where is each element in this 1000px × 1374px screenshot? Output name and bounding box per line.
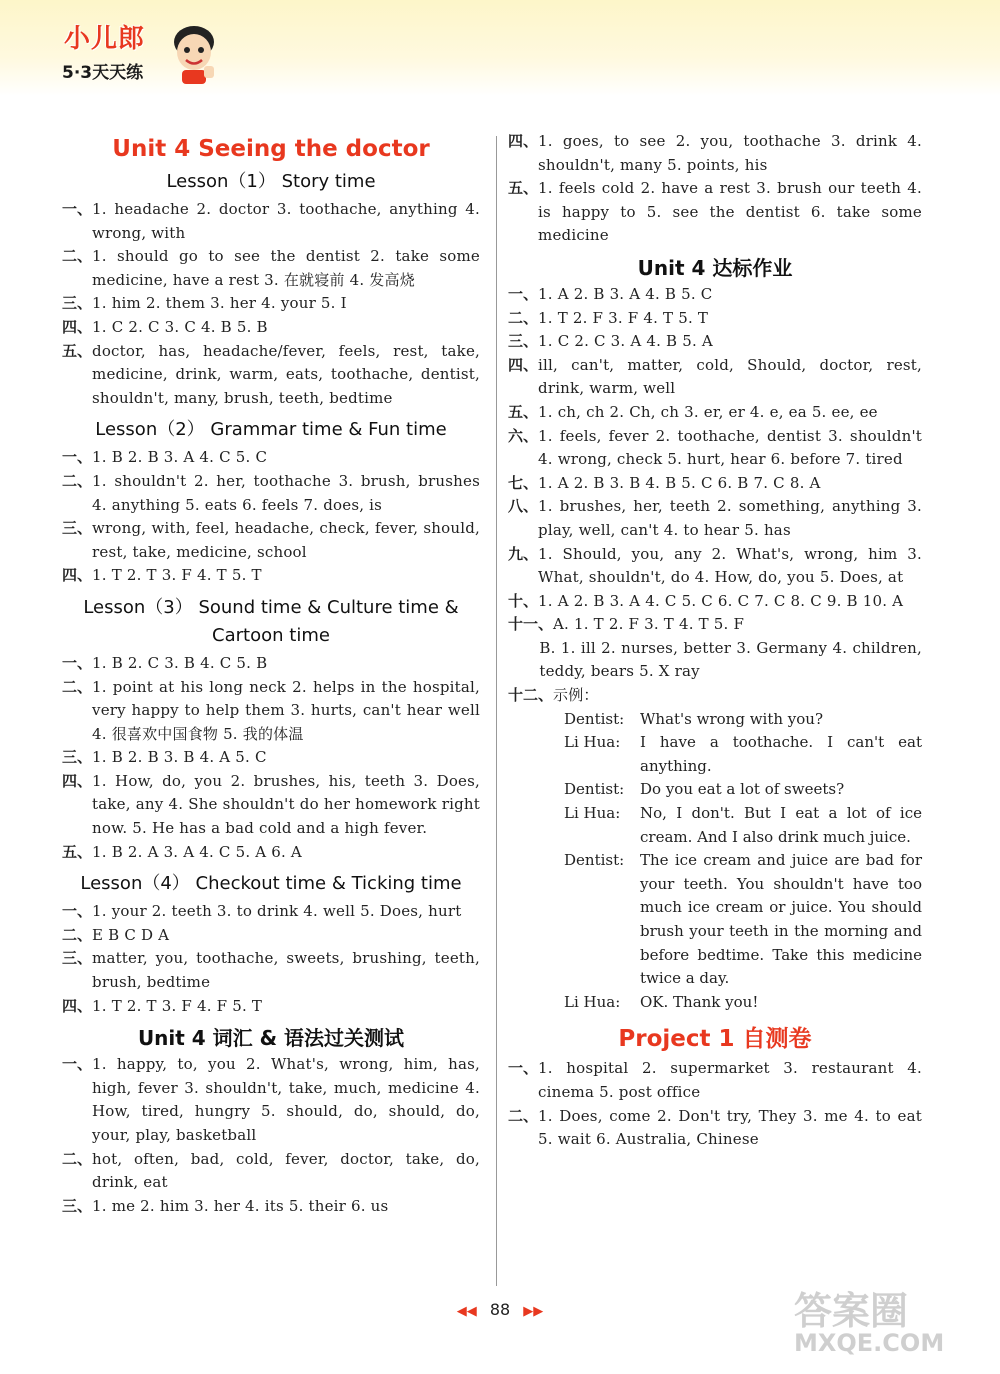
question-number: 四、 bbox=[508, 132, 539, 150]
page-number: 88 bbox=[489, 1300, 511, 1319]
question-number: 二、 bbox=[62, 471, 93, 490]
speaker: Dentist: bbox=[564, 851, 625, 870]
lesson-heading: Lesson（2） Grammar time & Fun time bbox=[95, 419, 447, 441]
answer-row bbox=[62, 770, 480, 841]
prev-arrows-icon: ◀◀ bbox=[456, 1304, 477, 1319]
question-number: 四、 bbox=[62, 317, 93, 336]
answer-row bbox=[508, 472, 922, 496]
answer-text: 1. him 2. them 3. her 4. your 5. I bbox=[92, 294, 347, 313]
question-number bbox=[508, 637, 539, 684]
answer-text: 1. point at his long neck 2. helps in the hospital, very happy to help them 3. hurts, can't hear well 4. 很喜欢中国食物 5. 我的体温 bbox=[92, 677, 480, 743]
answer-text: 1. headache 2. doctor 3. toothache, anything 4. wrong, with bbox=[92, 200, 480, 242]
answer-text: 1. T 2. T 3. F 4. F 5. T bbox=[92, 996, 263, 1015]
answer-text: 1. feels cold 2. have a rest 3. brush our teeth 4. is happy to 5. see the dentist 6. take some medicine bbox=[538, 179, 922, 245]
lesson-heading: Lesson（3） Sound time & Culture time & Cartoon time bbox=[83, 596, 459, 646]
speaker: Li Hua: bbox=[564, 804, 621, 823]
dialogue-line bbox=[508, 708, 922, 732]
answer-text: ill, can't, matter, cold, Should, doctor, rest, drink, warm, well bbox=[538, 355, 922, 398]
question-number: 三、 bbox=[62, 294, 93, 313]
left-column bbox=[62, 130, 480, 1218]
question-number: 三、 bbox=[62, 748, 93, 767]
question-number: 五、 bbox=[62, 842, 93, 861]
answer-text: B. 1. ill 2. nurses, better 3. Germany 4. children, teddy, bears 5. X ray bbox=[539, 638, 922, 681]
answer-row bbox=[508, 1057, 922, 1104]
dialogue-line bbox=[508, 849, 922, 991]
question-number: 七、 bbox=[508, 473, 539, 492]
dialogue-text: No, I don't. But I eat a lot of ice cream. And I also drink much juice. bbox=[640, 804, 922, 846]
answer-text: 1. A 2. B 3. B 4. B 5. C 6. B 7. C 8. A bbox=[538, 473, 821, 492]
answer-row bbox=[508, 637, 922, 684]
answer-row bbox=[62, 900, 480, 924]
answer-text: 1. A 2. B 3. A 4. C 5. C 6. C 7. C 8. C 9. B 10. A bbox=[538, 591, 904, 610]
unit-heading: Project 1 自测卷 bbox=[618, 1026, 812, 1053]
answer-row bbox=[508, 283, 922, 307]
dialogue-text: What's wrong with you? bbox=[640, 709, 824, 728]
question-number: 二、 bbox=[62, 247, 93, 266]
answer-row bbox=[62, 340, 480, 411]
question-number: 十二、 bbox=[508, 686, 554, 705]
answer-row bbox=[508, 684, 922, 708]
answer-row bbox=[62, 676, 480, 747]
answer-row bbox=[62, 517, 480, 564]
dialogue-line bbox=[508, 731, 922, 778]
answer-row bbox=[62, 924, 480, 948]
answer-text: 1. C 2. C 3. A 4. B 5. A bbox=[538, 332, 713, 351]
answer-text: 1. B 2. A 3. A 4. C 5. A 6. A bbox=[92, 842, 302, 861]
question-number: 二、 bbox=[62, 1149, 93, 1168]
question-number: 四、 bbox=[62, 771, 93, 790]
answer-text: 1. C 2. C 3. C 4. B 5. B bbox=[92, 317, 268, 336]
question-number: 一、 bbox=[62, 1055, 93, 1074]
question-number: 三、 bbox=[508, 332, 539, 351]
speaker: Li Hua: bbox=[564, 733, 621, 752]
question-number: 四、 bbox=[62, 566, 93, 585]
question-number: 一、 bbox=[62, 653, 93, 672]
question-number: 一、 bbox=[62, 902, 93, 921]
answer-text: 1. Does, come 2. Don't try, They 3. me 4. to eat 5. wait 6. Australia, Chinese bbox=[538, 1106, 922, 1149]
answer-row bbox=[508, 307, 922, 331]
question-number: 二、 bbox=[508, 1106, 539, 1125]
answer-text: 1. feels, fever 2. toothache, dentist 3. shouldn't 4. wrong, check 5. hurt, hear 6. before 7. tired bbox=[538, 426, 922, 469]
answer-text: doctor, has, headache/fever, feels, rest, take, medicine, drink, warm, eats, toothache, dentist, shouldn't, many, brush, teeth, bedtime bbox=[92, 341, 480, 407]
answer-text: 1. your 2. teeth 3. to drink 4. well 5. Does, hurt bbox=[92, 902, 462, 921]
answer-text: 1. goes, to see 2. you, toothache 3. drink 4. shouldn't, many 5. points, his bbox=[538, 132, 922, 174]
answer-row bbox=[508, 177, 922, 248]
question-number: 九、 bbox=[508, 544, 539, 563]
answer-text: 1. happy, to, you 2. What's, wrong, him, has, high, fever 3. shouldn't, take, much, medicine 4. How, tired, hungry 5. should, do, should, do, your, play, basketball bbox=[92, 1055, 480, 1144]
question-number: 三、 bbox=[62, 949, 93, 968]
answer-text: hot, often, bad, cold, fever, doctor, take, do, drink, eat bbox=[92, 1149, 480, 1192]
answer-row bbox=[508, 495, 922, 542]
dialogue-text: I have a toothache. I can't eat anything. bbox=[640, 733, 922, 775]
dialogue-line bbox=[508, 802, 922, 849]
question-number: 一、 bbox=[62, 448, 93, 467]
question-number: 五、 bbox=[508, 179, 539, 198]
answer-row bbox=[62, 245, 480, 292]
answer-row bbox=[62, 292, 480, 316]
answer-row bbox=[62, 316, 480, 340]
answer-row bbox=[62, 841, 480, 865]
speaker: Li Hua: bbox=[564, 992, 621, 1011]
logo bbox=[58, 14, 218, 90]
answer-text: 1. should go to see the dentist 2. take some medicine, have a rest 3. 在就寝前 4. 发高烧 bbox=[92, 247, 480, 289]
question-number: 八、 bbox=[508, 497, 539, 516]
answer-text: A. 1. T 2. F 3. T 4. T 5. F bbox=[553, 615, 745, 634]
question-number: 一、 bbox=[508, 1059, 539, 1078]
question-number: 五、 bbox=[62, 341, 93, 360]
answer-row bbox=[62, 1195, 480, 1219]
mascot-icon bbox=[166, 22, 222, 86]
answer-row bbox=[62, 446, 480, 470]
dialogue-line bbox=[508, 778, 922, 802]
question-number: 一、 bbox=[62, 200, 93, 218]
question-number: 三、 bbox=[62, 519, 93, 538]
answer-text: 示例： bbox=[553, 686, 599, 705]
column-divider bbox=[496, 136, 497, 1286]
dialogue-text: The ice cream and juice are bad for your teeth. You shouldn't have too much ice cream or juice. You should brush your teeth in the morning and before bedtime. Take this medicine twice a day. bbox=[640, 851, 922, 988]
lesson-heading: Lesson（1） Story time bbox=[166, 171, 376, 192]
question-number: 五、 bbox=[508, 402, 539, 421]
unit-heading: Unit 4 Seeing the doctor bbox=[112, 136, 430, 162]
question-number: 四、 bbox=[508, 355, 539, 374]
section-heading: Unit 4 达标作业 bbox=[637, 255, 793, 280]
answer-text: E B C D A bbox=[92, 925, 170, 944]
dialogue-text: Do you eat a lot of sweets? bbox=[640, 780, 845, 799]
question-number: 四、 bbox=[62, 996, 93, 1015]
answer-text: 1. shouldn't 2. her, toothache 3. brush, brushes 4. anything 5. eats 6. feels 7. does, is bbox=[92, 471, 480, 514]
answer-text: 1. ch, ch 2. Ch, ch 3. er, er 4. e, ea 5. ee, ee bbox=[538, 402, 878, 421]
next-arrows-icon: ▶▶ bbox=[523, 1304, 544, 1319]
question-number: 十、 bbox=[508, 591, 539, 610]
logo-subtitle: 5·3天天练 bbox=[62, 63, 144, 83]
answer-row bbox=[62, 198, 480, 245]
dialogue-line bbox=[508, 991, 922, 1015]
answer-row bbox=[62, 995, 480, 1019]
answer-row bbox=[62, 652, 480, 676]
lesson-heading: Lesson（4） Checkout time & Ticking time bbox=[80, 873, 462, 895]
watermark-title: 答案圈 bbox=[794, 1289, 909, 1333]
logo-title: 小儿郎 bbox=[64, 24, 146, 54]
answer-text: 1. me 2. him 3. her 4. its 5. their 6. us bbox=[92, 1196, 389, 1215]
answer-text: 1. B 2. B 3. A 4. C 5. C bbox=[92, 448, 268, 467]
answer-row bbox=[62, 1053, 480, 1147]
answer-row bbox=[508, 130, 922, 177]
answer-text: 1. brushes, her, teeth 2. something, anything 3. play, well, can't 4. to hear 5. has bbox=[538, 497, 922, 539]
answer-row bbox=[62, 564, 480, 588]
answer-text: 1. hospital 2. supermarket 3. restaurant 4. cinema 5. post office bbox=[538, 1059, 922, 1101]
answer-text: 1. B 2. C 3. B 4. C 5. B bbox=[92, 653, 268, 672]
answer-row bbox=[62, 746, 480, 770]
answer-text: 1. How, do, you 2. brushes, his, teeth 3. Does, take, any 4. She shouldn't do her homework right now. 5. He has a bad cold and a high fever. bbox=[92, 771, 480, 838]
answer-row bbox=[508, 330, 922, 354]
watermark bbox=[794, 1280, 994, 1360]
answer-text: 1. B 2. B 3. B 4. A 5. C bbox=[92, 748, 267, 767]
question-number: 三、 bbox=[62, 1196, 93, 1215]
answer-row bbox=[508, 354, 922, 401]
answer-row bbox=[62, 470, 480, 517]
answer-row bbox=[62, 947, 480, 994]
question-number: 二、 bbox=[62, 677, 93, 696]
answer-row bbox=[508, 613, 922, 637]
question-number: 十一、 bbox=[508, 615, 554, 634]
speaker: Dentist: bbox=[564, 709, 625, 728]
question-number: 六、 bbox=[508, 426, 539, 445]
question-number: 一、 bbox=[508, 284, 539, 303]
answer-text: matter, you, toothache, sweets, brushing, teeth, brush, bedtime bbox=[92, 949, 480, 992]
section-heading: Unit 4 词汇 & 语法过关测试 bbox=[137, 1026, 405, 1051]
answer-row bbox=[62, 1148, 480, 1195]
answer-row bbox=[508, 425, 922, 472]
answer-text: wrong, with, feel, headache, check, fever, should, rest, take, medicine, school bbox=[92, 519, 480, 561]
watermark-url: MXQE.COM bbox=[794, 1329, 945, 1357]
dialogue-text: OK. Thank you! bbox=[640, 992, 759, 1011]
answer-text: 1. Should, you, any 2. What's, wrong, him 3. What, shouldn't, do 4. How, do, you 5. Does, at bbox=[538, 544, 922, 587]
answer-row bbox=[508, 1105, 922, 1152]
right-column bbox=[508, 130, 922, 1152]
answer-row bbox=[508, 543, 922, 590]
answer-row bbox=[508, 590, 922, 614]
question-number: 二、 bbox=[62, 925, 93, 944]
answer-row bbox=[508, 401, 922, 425]
answer-text: 1. T 2. F 3. F 4. T 5. T bbox=[538, 308, 709, 327]
answer-text: 1. T 2. T 3. F 4. T 5. T bbox=[92, 566, 262, 585]
speaker: Dentist: bbox=[564, 780, 625, 799]
answer-text: 1. A 2. B 3. A 4. B 5. C bbox=[538, 284, 713, 303]
question-number: 二、 bbox=[508, 308, 539, 327]
